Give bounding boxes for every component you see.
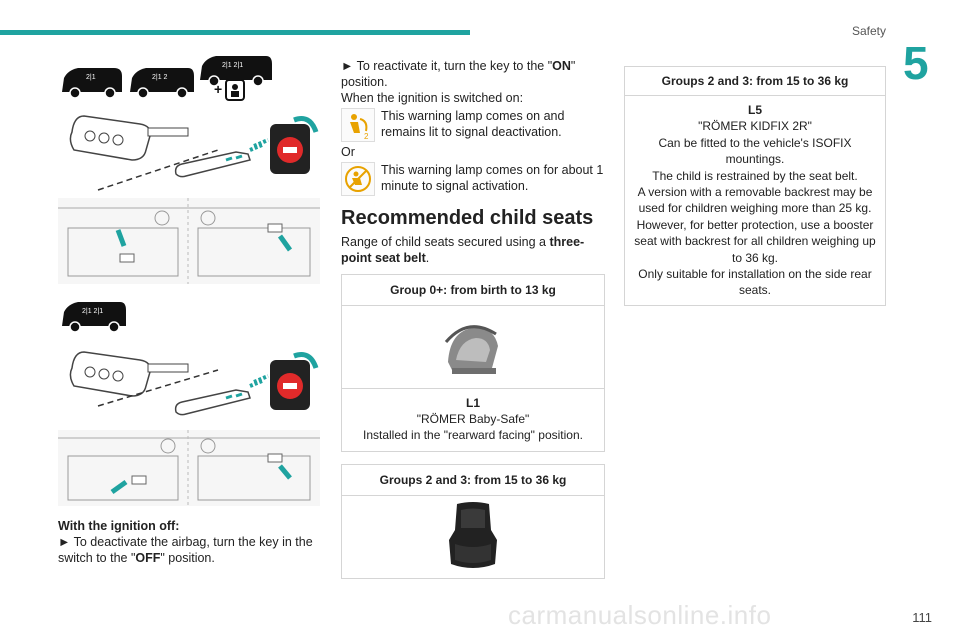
group-heading: Group 0+: from birth to 13 kg xyxy=(342,275,604,306)
seat-detail-line: Only suitable for installation on the side rear seats. xyxy=(638,267,872,298)
airbag-deactivation-illustration xyxy=(58,50,320,510)
glovebox-icon xyxy=(58,430,320,506)
middle-column xyxy=(341,58,605,579)
child-seat-symbol-icon xyxy=(214,80,244,100)
group-heading: Groups 2 and 3: from 15 to 36 kg xyxy=(625,67,885,96)
seat-code: L5 xyxy=(747,103,762,117)
ignition-on-label: When the ignition is switched on: xyxy=(341,91,524,105)
section-title: Safety xyxy=(851,24,886,38)
airbag-warning-lamp-icon xyxy=(341,162,375,196)
page-number: 111 xyxy=(912,610,932,625)
seat-detail-line: Can be fitted to the vehicle's ISOFIX mountings. xyxy=(658,135,852,167)
seat-image-cell xyxy=(342,496,604,578)
warning-lamp-row xyxy=(341,108,605,142)
condition-label: With the ignition off: xyxy=(58,519,180,533)
section-heading: Recommended child seats xyxy=(341,207,594,229)
seat-name: "RÖMER KIDFIX 2R" xyxy=(698,119,812,134)
illustration-column xyxy=(58,50,320,510)
airbag-warning-lamp-icon xyxy=(341,108,375,142)
key-position-on: ON xyxy=(552,59,571,73)
svg-text:2|1 2|1: 2|1 2|1 xyxy=(82,308,104,315)
svg-text:2|1 2|1: 2|1 2|1 xyxy=(222,62,244,69)
warning-lamp-row xyxy=(341,162,605,196)
intro-part: . xyxy=(425,251,430,265)
airbag-switch-icon xyxy=(270,360,310,410)
step-text: " position. xyxy=(160,551,215,565)
intro-text xyxy=(341,234,605,266)
van-icon xyxy=(62,68,122,98)
van-icon xyxy=(62,302,126,332)
lamp-description: This warning lamp comes on and remains lit to signal deactivation. xyxy=(381,109,565,139)
group-heading: Groups 2 and 3: from 15 to 36 kg xyxy=(342,465,604,496)
key-blade-icon xyxy=(176,152,250,177)
seat-code: L1 xyxy=(465,396,480,410)
seat-detail-line: The child is restrained by the seat belt. xyxy=(652,168,858,183)
glovebox-icon xyxy=(58,198,320,284)
seat-detail-line: However, for better protection, use a booster seat with backrest for all children weighing up to 36 kg. xyxy=(634,217,876,265)
baby-seat-icon xyxy=(438,312,508,382)
chapter-number: 5 xyxy=(903,37,929,89)
step-text: " position. xyxy=(341,59,576,89)
intro-part: Range of child seats secured using a xyxy=(341,235,550,249)
header-accent-bar xyxy=(0,30,470,35)
step-text: ► To deactivate the airbag, turn the key in the switch to the " xyxy=(58,535,313,565)
seat-name: "RÖMER Baby-Safe" xyxy=(416,412,530,426)
right-column xyxy=(624,66,886,306)
or-text: Or xyxy=(341,145,355,159)
watermark: carmanualsonline.info xyxy=(508,600,772,630)
deactivation-instructions xyxy=(58,518,320,566)
booster-seat-icon xyxy=(441,500,505,574)
reactivate-step xyxy=(341,58,605,90)
airbag-switch-icon xyxy=(270,124,310,174)
svg-text:2|1: 2|1 xyxy=(86,74,96,81)
svg-text:2: 2 xyxy=(364,132,369,141)
seat-description xyxy=(625,96,885,305)
svg-text:2|1 2: 2|1 2 xyxy=(152,74,168,81)
ignition-key-icon xyxy=(70,352,188,396)
ignition-key-icon xyxy=(70,116,188,160)
svg-text:+: + xyxy=(214,81,223,97)
intro-emphasis: three-point seat belt xyxy=(341,235,585,265)
deactivate-step xyxy=(58,534,320,566)
child-seat-table xyxy=(624,66,886,306)
lamp-description: This warning lamp comes on for about 1 minute to signal activation. xyxy=(381,163,604,193)
seat-description xyxy=(342,389,604,451)
seat-image-cell xyxy=(342,306,604,389)
seat-detail-line: A version with a removable backrest may be used for children weighing more than 25 kg. xyxy=(637,185,873,216)
seat-note: Installed in the "rearward facing" position. xyxy=(363,428,583,442)
key-blade-icon xyxy=(176,390,250,415)
child-seat-table xyxy=(341,464,605,579)
key-position-off: OFF xyxy=(135,551,161,565)
step-text: ► To reactivate it, turn the key to the " xyxy=(341,59,553,73)
van-icon xyxy=(130,68,194,98)
child-seat-table xyxy=(341,274,605,452)
